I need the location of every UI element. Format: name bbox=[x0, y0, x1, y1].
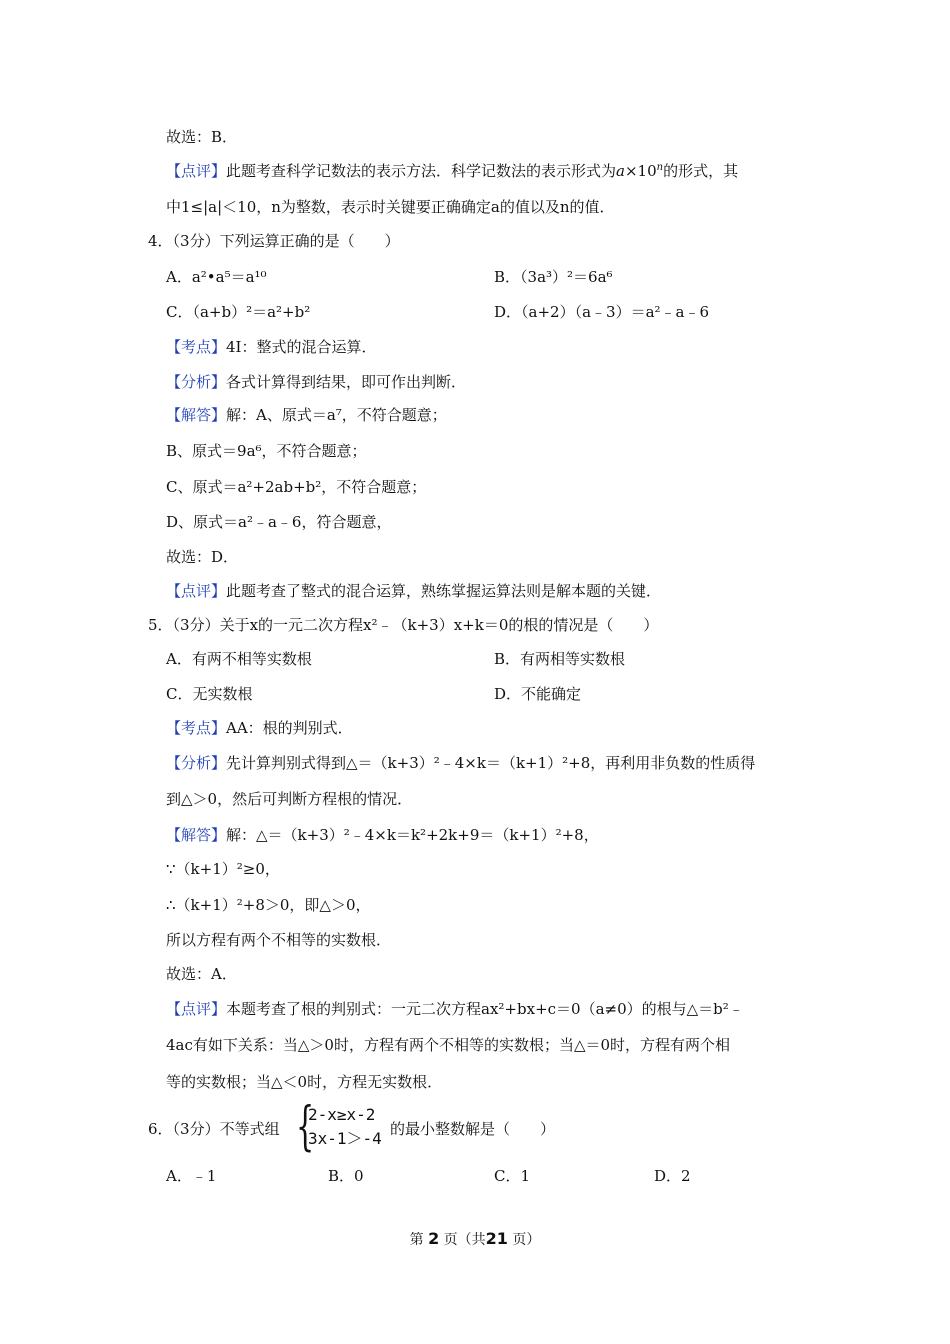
q4-fenxi-text: 各式计算得到结果，即可作出判断． bbox=[226, 373, 467, 391]
q4-option-c: C．（a+b）²＝a²+b² bbox=[166, 303, 311, 321]
q5-fenxi-2: 到△＞0，然后可判断方程根的情况． bbox=[166, 790, 413, 808]
q4-jieda-text: 解：A、原式＝a⁷，不符合题意； bbox=[226, 406, 447, 424]
q6-option-c: C．1 bbox=[494, 1167, 531, 1185]
q4-dianping-text: 此题考查了整式的混合运算，熟练掌握运算法则是解本题的关键． bbox=[226, 582, 662, 600]
comment-tag: 【点评】 bbox=[166, 162, 227, 180]
q3-conclusion: 故选：B． bbox=[166, 128, 238, 146]
q4-kaodian-text: 4I：整式的混合运算． bbox=[226, 338, 377, 356]
q6-stem-suffix: 的最小整数解是（ ） bbox=[390, 1120, 556, 1138]
inequality-2: 3x-1＞-4 bbox=[308, 1129, 382, 1148]
q3-comment-line-2: 中1≤|a|＜10，n为整数，表示时关键要正确确定a的值以及n的值． bbox=[166, 198, 615, 216]
q5-jieda-1 bbox=[166, 824, 599, 846]
q5-fenxi-1 bbox=[166, 752, 755, 774]
q5-dianping-1 bbox=[166, 998, 744, 1020]
q5-stem: 5．（3分）关于x的一元二次方程x²﹣（k+3）x+k＝0的根的情况是（ ） bbox=[148, 616, 659, 634]
q4-option-d: D．（a+2）（a﹣3）＝a²﹣a﹣6 bbox=[494, 303, 710, 321]
q3-comment-text-2: 的形式，其 bbox=[663, 162, 739, 180]
jieda-tag: 【解答】 bbox=[166, 826, 227, 844]
q5-dianping-2: 4ac有如下关系：当△＞0时，方程有两个不相等的实数根；当△＝0时，方程有两个相 bbox=[166, 1036, 731, 1054]
q6-option-a: A．﹣1 bbox=[166, 1167, 217, 1185]
q5-kaodian bbox=[166, 717, 353, 739]
dianping-tag: 【点评】 bbox=[166, 1000, 227, 1018]
footer-suffix: 页） bbox=[512, 1232, 541, 1248]
q4-option-a: A．a²•a⁵＝a¹⁰ bbox=[166, 268, 267, 286]
q4-stem: 4．（3分）下列运算正确的是（ ） bbox=[148, 232, 400, 250]
kaodian-tag: 【考点】 bbox=[166, 719, 227, 737]
q5-option-c: C．无实数根 bbox=[166, 685, 253, 703]
q5-dianping-text: 本题考查了根的判别式：一元二次方程ax²+bx+c＝0（a≠0）的根与△＝b²﹣ bbox=[226, 1000, 744, 1018]
q6-option-d: D．2 bbox=[654, 1167, 691, 1185]
footer-middle: 页（共 bbox=[443, 1232, 486, 1248]
page-footer bbox=[0, 1229, 950, 1249]
q5-conclusion: 故选：A． bbox=[166, 965, 237, 983]
q3-comment-text: 此题考查科学记数法的表示方法．科学记数法的表示形式为 bbox=[226, 162, 617, 180]
q5-jieda-4: 所以方程有两个不相等的实数根． bbox=[166, 931, 392, 949]
q5-jieda-3: ∴（k+1）²+8＞0，即△＞0， bbox=[166, 896, 371, 914]
kaodian-tag: 【考点】 bbox=[166, 338, 227, 356]
q5-kaodian-text: AA：根的判别式． bbox=[226, 719, 353, 737]
q5-option-b: B．有两相等实数根 bbox=[494, 650, 626, 668]
jieda-tag: 【解答】 bbox=[166, 406, 227, 424]
q5-option-d: D．不能确定 bbox=[494, 685, 582, 703]
q5-option-a: A．有两不相等实数根 bbox=[166, 650, 312, 668]
q4-jieda-3: C、原式＝a²+2ab+b²，不符合题意； bbox=[166, 478, 427, 496]
left-brace: { bbox=[296, 1097, 315, 1157]
q6-stem-prefix: 6．（3分）不等式组 bbox=[148, 1120, 280, 1138]
inequality-1: 2-x≥x-2 bbox=[308, 1105, 376, 1124]
q6-option-b: B．0 bbox=[328, 1167, 364, 1185]
q4-fenxi bbox=[166, 371, 466, 393]
fenxi-tag: 【分析】 bbox=[166, 754, 227, 772]
q4-option-b: B．（3a³）²＝6a⁶ bbox=[494, 268, 613, 286]
q5-jieda-2: ∵（k+1）²≥0， bbox=[166, 860, 280, 878]
q4-kaodian bbox=[166, 336, 377, 358]
fenxi-tag: 【分析】 bbox=[166, 373, 227, 391]
q4-dianping bbox=[166, 580, 661, 602]
q3-comment-formula: $a\times 10^n$ bbox=[616, 162, 664, 180]
total-pages: 21 bbox=[485, 1229, 508, 1248]
q5-dianping-3: 等的实数根；当△＜0时，方程无实数根． bbox=[166, 1073, 443, 1091]
inequality-system bbox=[296, 1097, 394, 1157]
q3-comment-line-1 bbox=[166, 160, 738, 182]
q4-jieda-4: D、原式＝a²﹣a﹣6，符合题意， bbox=[166, 513, 392, 531]
footer-prefix: 第 bbox=[409, 1232, 424, 1248]
q4-jieda-2: B、原式＝9a⁶，不符合题意； bbox=[166, 442, 367, 460]
q5-jieda-text: 解：△＝（k+3）²﹣4×k＝k²+2k+9＝（k+1）²+8， bbox=[226, 826, 599, 844]
page-number: 2 bbox=[428, 1229, 440, 1248]
q4-conclusion: 故选：D． bbox=[166, 548, 239, 566]
q5-fenxi-text: 先计算判别式得到△＝（k+3）²﹣4×k＝（k+1）²+8，再利用非负数的性质得 bbox=[226, 754, 756, 772]
dianping-tag: 【点评】 bbox=[166, 582, 227, 600]
q4-jieda-1 bbox=[166, 404, 447, 426]
